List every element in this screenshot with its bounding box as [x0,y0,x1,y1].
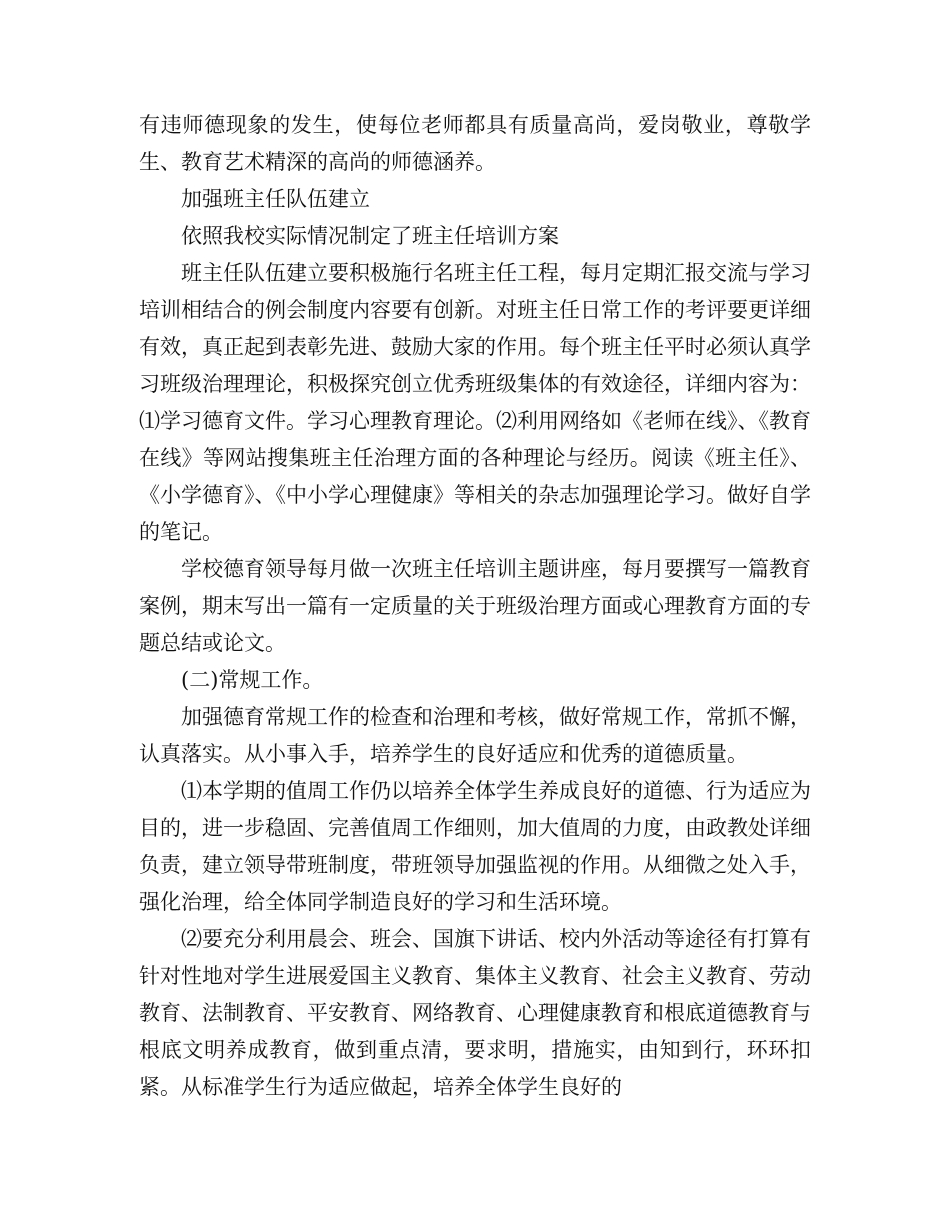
paragraph: ⑵要充分利用晨会、班会、国旗下讲话、校内外活动等途径有打算有针对性地对学生进展爱国主义教育、集体主义教育、社会主义教育、劳动教育、法制教育、平安教育、网络教育、心理健康教育和根底道德教育与根底文明养成教育，做到重点清，要求明，措施实，由知到行，环环扣紧。从标准学生行为适应做起，培养全体学生良好的 [139,927,811,1099]
paragraph: ⑴本学期的值周工作仍以培养全体学生养成良好的道德、行为适应为目的，进一步稳固、完善值周工作细则，加大值周的力度，由政教处详细负责，建立领导带班制度，带班领导加强监视的作用。从细微之处入手，强化治理，给全体同学制造良好的学习和生活环境。 [139,779,811,914]
document-page [139,107,811,1106]
section-heading: 加强班主任队伍建立 [181,187,370,211]
paragraph: 班主任队伍建立要积极施行名班主任工程，每月定期汇报交流与学习培训相结合的例会制度内容要有创新。对班主任日常工作的考评要更详细有效，真正起到表彰先进、鼓励大家的作用。每个班主任平时必须认真学习班级治理理论，积极探究创立优秀班级集体的有效途径，详细内容为：⑴学习德育文件。学习心理教育理论。⑵利用网络如《老师在线》、《教育在线》等网站搜集班主任治理方面的各种理论与经历。阅读《班主任》、《小学德育》、《中小学心理健康》等相关的杂志加强理论学习。做好自学的笔记。 [139,261,811,544]
section-heading: (二)常规工作。 [181,668,324,692]
paragraph: 学校德育领导每月做一次班主任培训主题讲座，每月要撰写一篇教育案例，期末写出一篇有一定质量的关于班级治理方面或心理教育方面的专题总结或论文。 [139,557,811,655]
section-subheading: 依照我校实际情况制定了班主任培训方案 [181,224,559,248]
paragraph: 加强德育常规工作的检查和治理和考核，做好常规工作，常抓不懈，认真落实。从小事入手，培养学生的良好适应和优秀的道德质量。 [139,705,811,766]
paragraph: 有违师德现象的发生，使每位老师都具有质量高尚，爱岗敬业，尊敬学生、教育艺术精深的高尚的师德涵养。 [139,113,811,174]
